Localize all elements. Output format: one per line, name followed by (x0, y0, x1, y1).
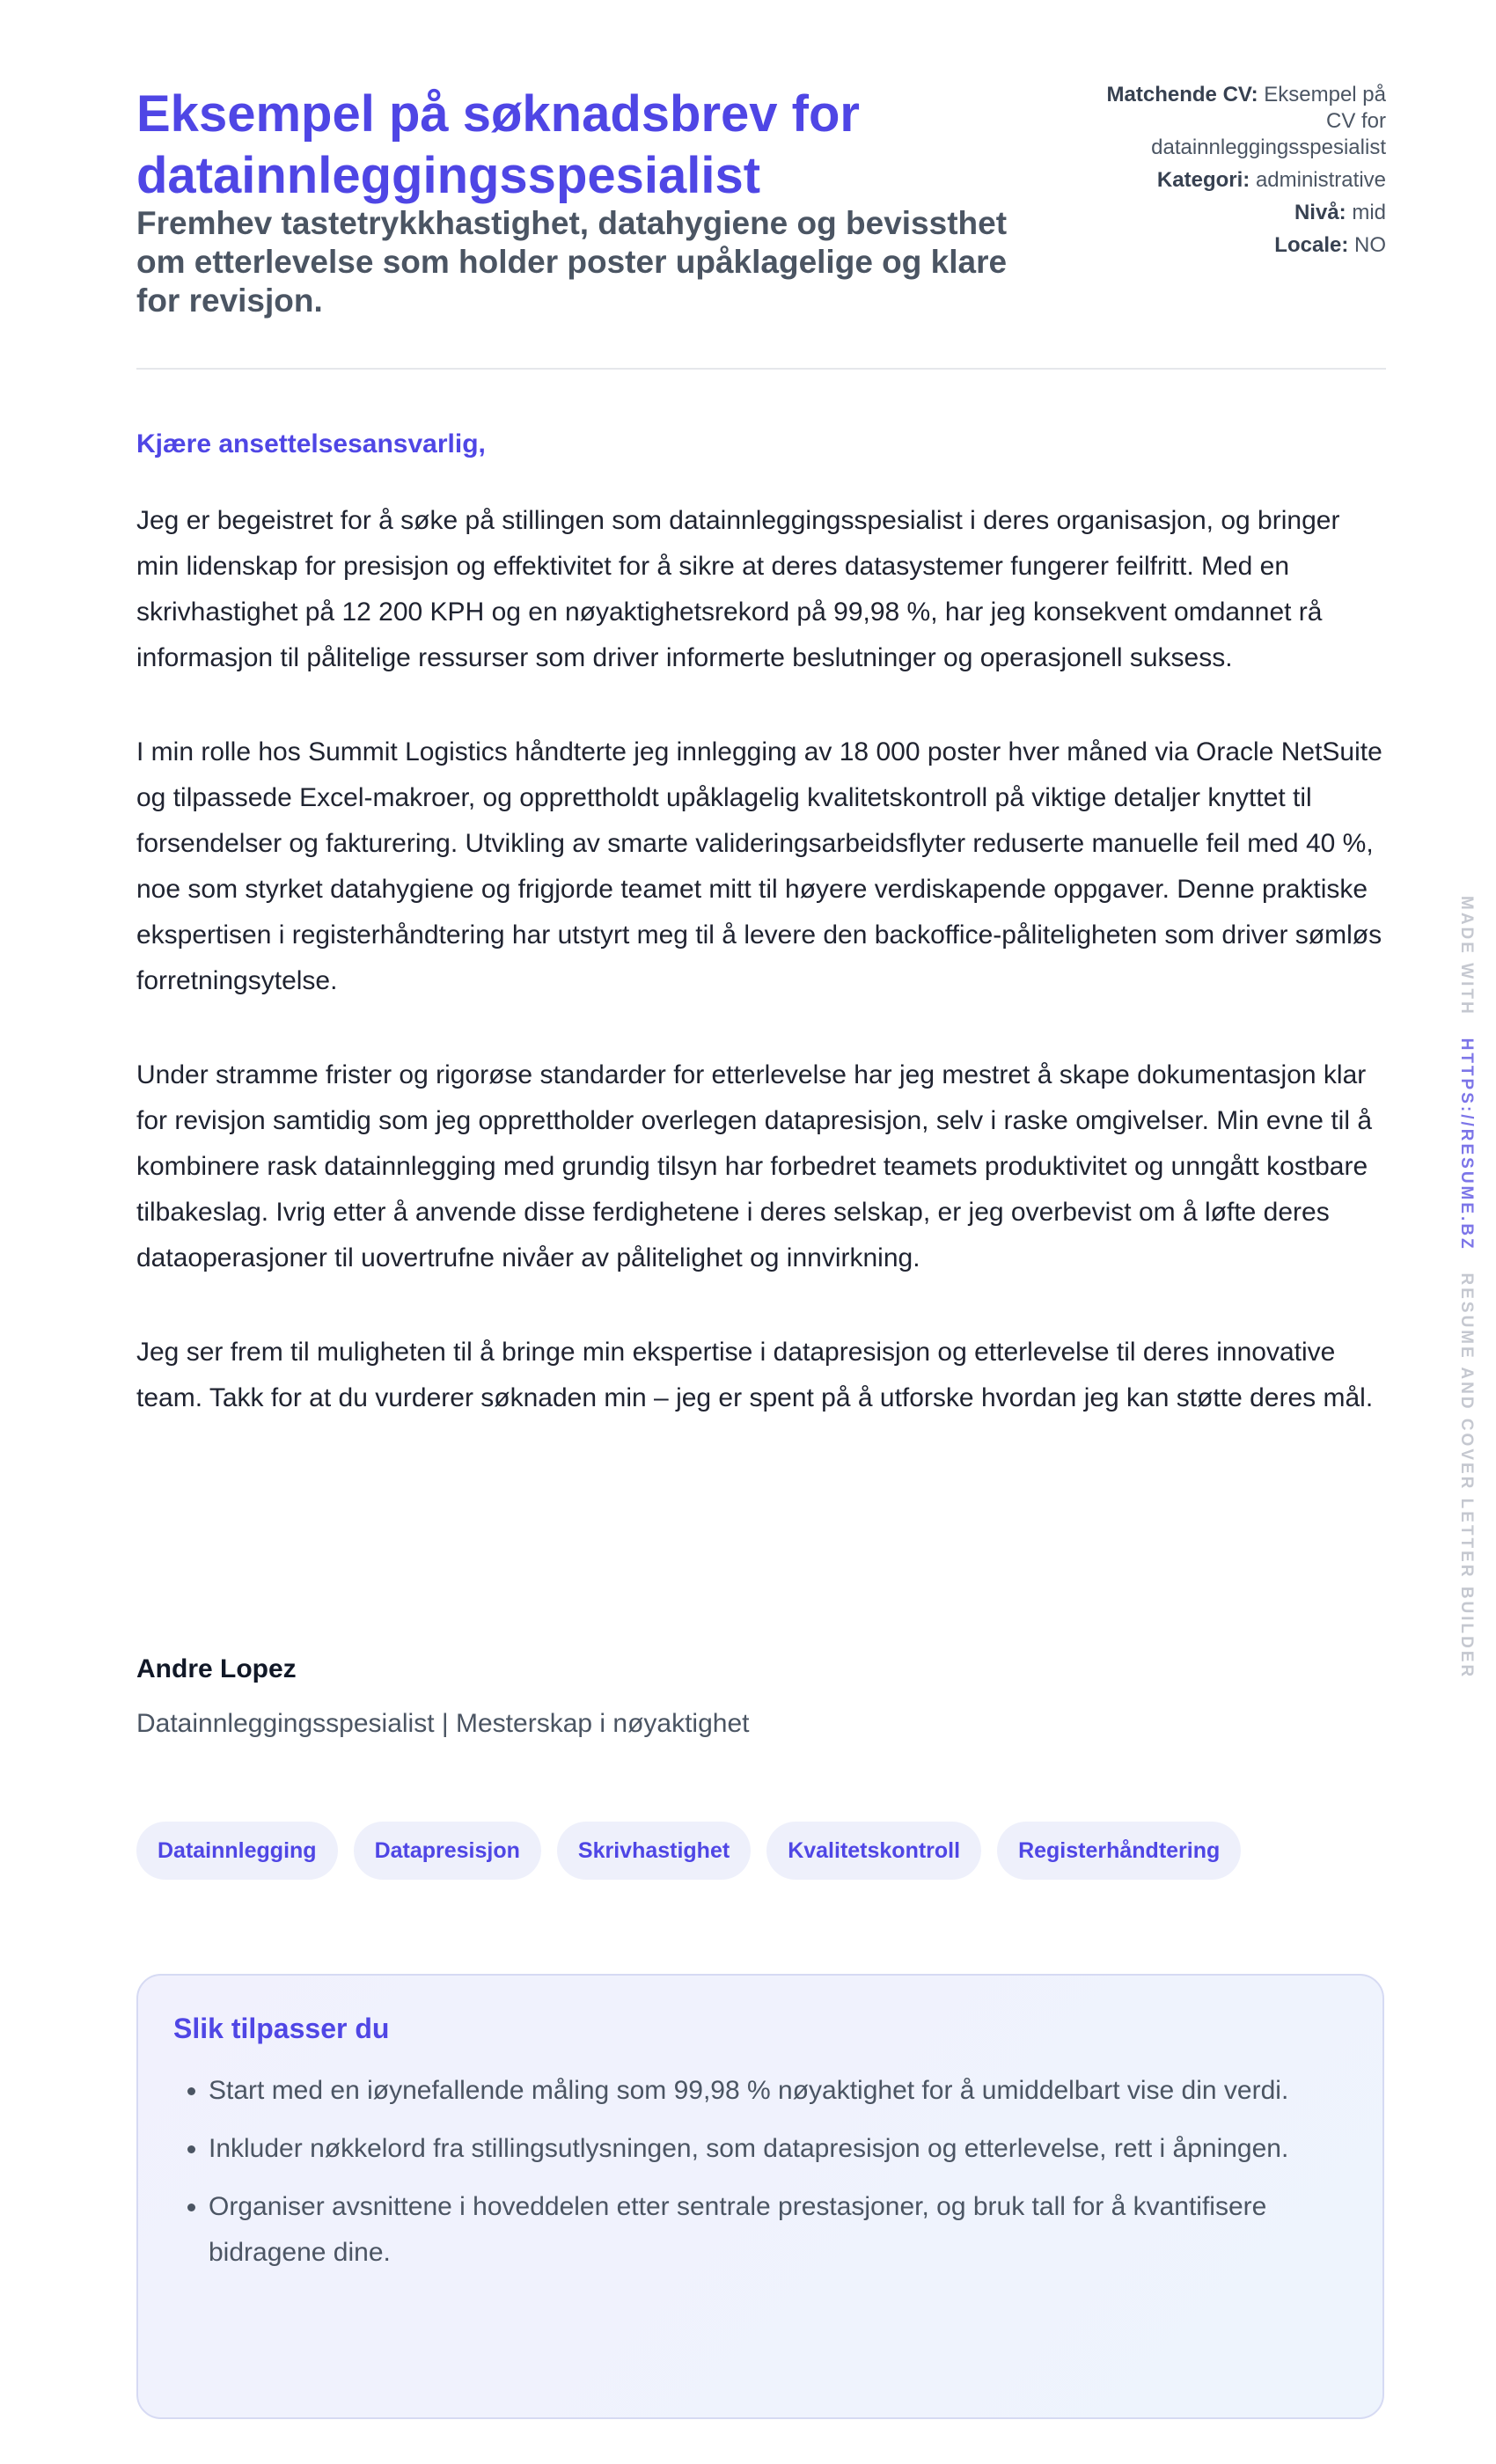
signature-name: Andre Lopez (136, 1654, 297, 1683)
meta-panel (1096, 82, 1386, 265)
page-title: Eksempel på søknadsbrev for datainnleggingsspesialist (136, 85, 860, 204)
letter-paragraph: I min rolle hos Summit Logistics håndterte jeg innlegging av 18 000 poster hver måned via Oracle NetSuite og tilpassede Excel-makroer, og opprettholdt upåklagelig kvalitetskontroll på viktige detaljer knyttet til forsendelser og fakturering. Utvikling av smarte valideringsarbeidsflyter reduserte manuelle feil med 40 %, noe som styrket datahygiene og frigjorde teamet mitt til høyere verdiskapende oppgaver. Denne praktiske ekspertisen i registerhåndtering har utstyrt meg til å levere den backoffice-påliteligheten som driver sømløs forretningsytelse. (136, 737, 1382, 995)
side-watermark (1456, 896, 1483, 1680)
meta-cv-label: Matchende CV: (1106, 83, 1258, 106)
letter-paragraph: Jeg ser frem til muligheten til å bringe min ekspertise i datapresisjon og etterlevelse til deres innovative team. Takk for at du vurderer søknaden min – jeg er spent på å utforske hvordan jeg kan støtte deres mål. (136, 1338, 1374, 1412)
letter-body (136, 498, 1386, 1470)
skill-tags (136, 1822, 1241, 1880)
meta-category (1096, 167, 1386, 194)
skill-tag: Datapresisjon (354, 1822, 541, 1880)
skill-tag: Datainnlegging (136, 1822, 338, 1880)
letter-paragraph: Jeg er begeistret for å søke på stillingen som datainnleggingsspesialist i deres organisasjon, og bringer min lidenskap for presisjon og effektivitet for å sikre at deres datasystemer fungerer feilfritt. Med en skrivhastighet på 12 200 KPH og en nøyaktighetsrekord på 99,98 %, har jeg konsekvent omdannet rå informasjon til pålitelige ressurser som driver informerte beslutninger og operasjonell suksess. (136, 506, 1340, 672)
meta-category-label: Kategori: (1156, 168, 1250, 192)
watermark-prefix: MADE WITH (1457, 896, 1476, 1016)
tips-box (136, 1974, 1384, 2419)
meta-category-value: administrative (1255, 168, 1386, 192)
watermark-suffix: RESUME AND COVER LETTER BUILDER (1457, 1272, 1476, 1680)
header-divider (136, 368, 1386, 370)
skill-tag: Kvalitetskontroll (766, 1822, 981, 1880)
meta-locale-label: Locale: (1274, 233, 1349, 257)
skill-tag: Registerhåndtering (997, 1822, 1241, 1880)
header (136, 0, 1386, 370)
tip-item: • Inkluder nøkkelord fra stillingsutlysningen, som datapresisjon og etterlevelse, rett i åpningen. (209, 2126, 1347, 2172)
tips-list (173, 2068, 1347, 2276)
letter-paragraph: Under stramme frister og rigorøse standarder for etterlevelse har jeg mestret å skape dokumentasjon klar for revisjon samtidig som jeg opprettholder overlegen datapresisjon, selv i raske omgivelser. Min evne til å kombinere rask datainnlegging med grundig tilsyn har forbedret teamets produktivitet og unngått kostbare tilbakeslag. Ivrig etter å anvende disse ferdighetene i deres selskap, er jeg overbevist om å løfte deres dataoperasjoner til uovertrufne nivåer av pålitelighet og innvirkning. (136, 1060, 1373, 1272)
meta-cv-value: Eksempel på CV for datainnleggingsspesialist (1151, 83, 1386, 159)
meta-level-value: mid (1352, 201, 1386, 224)
page-subtitle: Fremhev tastetrykkhastighet, datahygiene og bevissthet om etterlevelse som holder poster upåklagelige og klare for revisjon. (136, 205, 1008, 319)
cover-letter-page (136, 0, 1386, 2267)
tip-item: • Organiser avsnittene i hoveddelen etter sentrale prestasjoner, og bruk tall for å kvantifisere bidragene dine. (209, 2184, 1347, 2276)
greeting: Kjære ansettelsesansvarlig, (136, 429, 486, 458)
skill-tag: Skrivhastighet (557, 1822, 751, 1880)
meta-level-label: Nivå: (1294, 201, 1346, 224)
meta-locale-value: NO (1354, 233, 1386, 257)
signature-title: Datainnleggingsspesialist | Mesterskap i nøyaktighet (136, 1709, 750, 1738)
tip-item: • Start med en iøynefallende måling som 99,98 % nøyaktighet for å umiddelbart vise din verdi. (209, 2068, 1347, 2114)
meta-locale (1096, 232, 1386, 259)
watermark-link[interactable]: HTTPS://RESUME.BZ (1457, 1038, 1476, 1251)
tips-title: Slik tilpasser du (173, 2013, 390, 2044)
meta-cv (1096, 82, 1386, 161)
meta-level (1096, 200, 1386, 226)
